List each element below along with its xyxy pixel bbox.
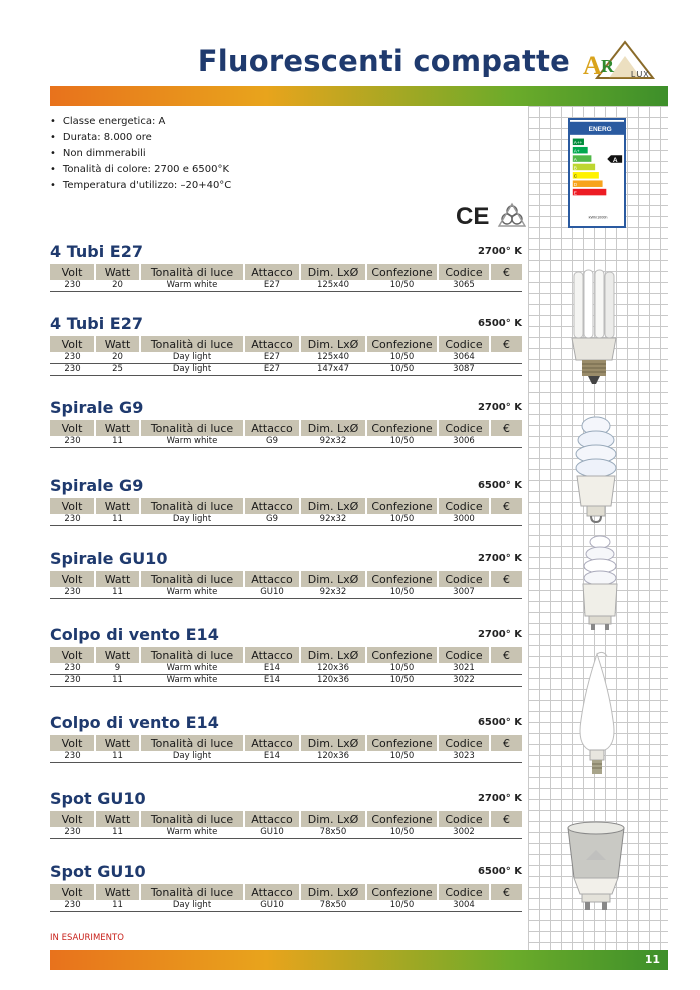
- product-table: [50, 498, 522, 526]
- product-table: [50, 336, 522, 376]
- column-header: Attacco: [244, 884, 300, 900]
- bottom-color-bar: [50, 950, 668, 970]
- column-header: Watt: [95, 336, 140, 352]
- table-cell: 120x36: [300, 675, 366, 687]
- table-header-row: [50, 571, 522, 587]
- section-title: Colpo di vento E14: [50, 713, 219, 732]
- table-row: [50, 751, 522, 763]
- column-header: €: [490, 884, 522, 900]
- table-cell: 20: [95, 352, 140, 364]
- table-cell: 10/50: [366, 436, 438, 448]
- feature-item: • Tonalità di colore: 2700 e 6500°K: [50, 162, 231, 178]
- column-header: Volt: [50, 647, 95, 663]
- column-header: €: [490, 420, 522, 436]
- table-header-row: [50, 735, 522, 751]
- table-cell: 92x32: [300, 514, 366, 526]
- feature-item: • Classe energetica: A: [50, 114, 231, 130]
- candle-bulb-image: [573, 650, 621, 780]
- column-header: Volt: [50, 884, 95, 900]
- table-cell: 10/50: [366, 587, 438, 599]
- column-header: €: [490, 647, 522, 663]
- table-cell: GU10: [244, 900, 300, 912]
- product-section: [50, 314, 522, 376]
- table-header-row: [50, 884, 522, 900]
- section-title: Spot GU10: [50, 862, 146, 881]
- table-cell: 125x40: [300, 280, 366, 292]
- svg-text:A+: A+: [573, 148, 580, 154]
- section-title: Spirale G9: [50, 398, 144, 417]
- section-title: Spirale G9: [50, 476, 144, 495]
- column-header: Dim. LxØ: [300, 498, 366, 514]
- column-header: Confezione: [366, 647, 438, 663]
- table-cell: Day light: [140, 900, 244, 912]
- table-cell: 25: [95, 364, 140, 376]
- table-cell: Warm white: [140, 675, 244, 687]
- table-cell: Warm white: [140, 663, 244, 675]
- column-header: Volt: [50, 264, 95, 280]
- svg-text:C: C: [573, 173, 578, 179]
- table-header-row: [50, 420, 522, 436]
- column-header: Confezione: [366, 884, 438, 900]
- section-title: Spirale GU10: [50, 549, 168, 568]
- column-header: €: [490, 264, 522, 280]
- svg-text:D: D: [573, 182, 578, 188]
- table-cell: 10/50: [366, 352, 438, 364]
- column-header: Tonalità di luce: [140, 420, 244, 436]
- column-header: Volt: [50, 811, 95, 827]
- column-header: Tonalità di luce: [140, 336, 244, 352]
- color-temperature: 6500° K: [477, 866, 522, 877]
- table-cell: [490, 675, 522, 687]
- column-header: Codice: [438, 336, 490, 352]
- column-header: €: [490, 336, 522, 352]
- table-row: [50, 352, 522, 364]
- table-row: [50, 436, 522, 448]
- table-cell: 230: [50, 352, 95, 364]
- column-header: Confezione: [366, 498, 438, 514]
- table-cell: 10/50: [366, 364, 438, 376]
- column-header: Dim. LxØ: [300, 811, 366, 827]
- table-cell: [490, 514, 522, 526]
- feature-item: • Non dimmerabili: [50, 146, 231, 162]
- table-cell: Day light: [140, 751, 244, 763]
- column-header: Watt: [95, 884, 140, 900]
- column-header: Dim. LxØ: [300, 420, 366, 436]
- spiral-gu10-bulb-image: [577, 532, 623, 632]
- column-header: Attacco: [244, 811, 300, 827]
- table-cell: 11: [95, 587, 140, 599]
- table-cell: [490, 900, 522, 912]
- table-cell: E14: [244, 675, 300, 687]
- product-table: [50, 811, 522, 839]
- table-cell: 10/50: [366, 514, 438, 526]
- column-header: Dim. LxØ: [300, 571, 366, 587]
- table-cell: 230: [50, 280, 95, 292]
- column-header: Dim. LxØ: [300, 884, 366, 900]
- table-cell: 147x47: [300, 364, 366, 376]
- color-temperature: 6500° K: [477, 480, 522, 491]
- product-section: [50, 242, 522, 292]
- table-cell: 3064: [438, 352, 490, 364]
- table-cell: [490, 587, 522, 599]
- table-cell: 11: [95, 675, 140, 687]
- column-header: Codice: [438, 811, 490, 827]
- table-cell: Warm white: [140, 587, 244, 599]
- product-section: [50, 625, 522, 687]
- table-cell: 125x40: [300, 352, 366, 364]
- column-header: €: [490, 498, 522, 514]
- column-header: Confezione: [366, 735, 438, 751]
- table-cell: E27: [244, 364, 300, 376]
- column-header: Confezione: [366, 420, 438, 436]
- table-header-row: [50, 336, 522, 352]
- table-cell: [490, 827, 522, 839]
- column-header: Codice: [438, 647, 490, 663]
- table-cell: E14: [244, 751, 300, 763]
- column-header: Volt: [50, 735, 95, 751]
- table-cell: 20: [95, 280, 140, 292]
- table-cell: 10/50: [366, 751, 438, 763]
- column-header: Watt: [95, 735, 140, 751]
- discontinued-note: IN ESAURIMENTO: [50, 933, 124, 943]
- column-header: Confezione: [366, 264, 438, 280]
- column-header: Attacco: [244, 571, 300, 587]
- table-cell: 10/50: [366, 663, 438, 675]
- column-header: Codice: [438, 884, 490, 900]
- table-row: [50, 675, 522, 687]
- product-section: [50, 476, 522, 526]
- column-header: Attacco: [244, 336, 300, 352]
- column-header: Watt: [95, 264, 140, 280]
- table-cell: [490, 364, 522, 376]
- table-cell: 3004: [438, 900, 490, 912]
- table-cell: G9: [244, 436, 300, 448]
- column-header: Tonalità di luce: [140, 498, 244, 514]
- column-header: Dim. LxØ: [300, 647, 366, 663]
- column-header: Tonalità di luce: [140, 884, 244, 900]
- table-cell: 3065: [438, 280, 490, 292]
- table-cell: 120x36: [300, 751, 366, 763]
- table-cell: [490, 352, 522, 364]
- table-row: [50, 364, 522, 376]
- product-table: [50, 735, 522, 763]
- column-header: Tonalità di luce: [140, 735, 244, 751]
- product-section: [50, 398, 522, 448]
- svg-text:E: E: [573, 190, 577, 196]
- table-row: [50, 280, 522, 292]
- company-logo: [579, 38, 669, 80]
- column-header: Codice: [438, 498, 490, 514]
- table-cell: E27: [244, 352, 300, 364]
- column-header: Tonalità di luce: [140, 571, 244, 587]
- table-cell: G9: [244, 514, 300, 526]
- color-temperature: 2700° K: [477, 402, 522, 413]
- svg-text:A: A: [583, 51, 602, 80]
- table-cell: 230: [50, 663, 95, 675]
- table-cell: 92x32: [300, 587, 366, 599]
- svg-text:R: R: [601, 56, 614, 76]
- table-row: [50, 827, 522, 839]
- table-cell: 78x50: [300, 827, 366, 839]
- product-table: [50, 420, 522, 448]
- column-header: Volt: [50, 420, 95, 436]
- table-cell: 3022: [438, 675, 490, 687]
- product-section: [50, 713, 522, 763]
- table-cell: Warm white: [140, 827, 244, 839]
- column-header: Tonalità di luce: [140, 647, 244, 663]
- column-header: Tonalità di luce: [140, 264, 244, 280]
- table-cell: 230: [50, 364, 95, 376]
- table-cell: [490, 663, 522, 675]
- table-cell: 120x36: [300, 663, 366, 675]
- section-title: Spot GU10: [50, 789, 146, 808]
- svg-text:kWh/1000h: kWh/1000h: [588, 215, 608, 220]
- table-cell: 230: [50, 436, 95, 448]
- column-header: Watt: [95, 571, 140, 587]
- column-header: Tonalità di luce: [140, 811, 244, 827]
- spot-gu10-bulb-image: [564, 820, 628, 916]
- svg-text:A: A: [573, 156, 577, 162]
- column-header: Volt: [50, 336, 95, 352]
- column-header: Dim. LxØ: [300, 735, 366, 751]
- column-header: Attacco: [244, 735, 300, 751]
- column-header: Confezione: [366, 336, 438, 352]
- column-header: Watt: [95, 498, 140, 514]
- top-color-bar: [50, 86, 668, 106]
- column-header: Watt: [95, 420, 140, 436]
- column-header: Codice: [438, 420, 490, 436]
- table-cell: 10/50: [366, 900, 438, 912]
- table-cell: 3021: [438, 663, 490, 675]
- svg-text:CE: CE: [456, 203, 490, 228]
- table-cell: 3000: [438, 514, 490, 526]
- table-cell: 11: [95, 827, 140, 839]
- feature-item: • Durata: 8.000 ore: [50, 130, 231, 146]
- column-header: Confezione: [366, 811, 438, 827]
- table-header-row: [50, 264, 522, 280]
- color-temperature: 2700° K: [477, 246, 522, 257]
- svg-text:A: A: [612, 156, 618, 164]
- product-table: [50, 571, 522, 599]
- color-temperature: 6500° K: [477, 717, 522, 728]
- column-header: Attacco: [244, 498, 300, 514]
- section-title: 4 Tubi E27: [50, 242, 143, 261]
- table-cell: 3006: [438, 436, 490, 448]
- column-header: Confezione: [366, 571, 438, 587]
- column-header: Attacco: [244, 420, 300, 436]
- section-title: Colpo di vento E14: [50, 625, 219, 644]
- column-header: Watt: [95, 811, 140, 827]
- energy-label-icon: [568, 118, 626, 228]
- column-header: €: [490, 735, 522, 751]
- column-header: Watt: [95, 647, 140, 663]
- color-temperature: 2700° K: [477, 553, 522, 564]
- feature-item: • Temperatura d'utilizzo: –20+40°C: [50, 178, 231, 194]
- table-cell: 230: [50, 675, 95, 687]
- table-cell: [490, 436, 522, 448]
- svg-text:ENERG: ENERG: [588, 126, 612, 134]
- page-title: Fluorescenti compatte: [197, 44, 570, 78]
- table-cell: Day light: [140, 352, 244, 364]
- table-cell: Warm white: [140, 280, 244, 292]
- spiral-g9-bulb-image: [569, 412, 623, 524]
- table-header-row: [50, 647, 522, 663]
- svg-text:LUX: LUX: [631, 70, 650, 79]
- table-cell: E14: [244, 663, 300, 675]
- color-temperature: 2700° K: [477, 793, 522, 804]
- table-row: [50, 900, 522, 912]
- table-cell: Day light: [140, 364, 244, 376]
- table-cell: E27: [244, 280, 300, 292]
- table-cell: 10/50: [366, 827, 438, 839]
- column-header: Dim. LxØ: [300, 336, 366, 352]
- column-header: €: [490, 571, 522, 587]
- table-cell: 3087: [438, 364, 490, 376]
- table-cell: 10/50: [366, 280, 438, 292]
- column-header: Codice: [438, 571, 490, 587]
- table-cell: [490, 751, 522, 763]
- table-cell: 11: [95, 900, 140, 912]
- table-cell: 10/50: [366, 675, 438, 687]
- table-header-row: [50, 498, 522, 514]
- column-header: Volt: [50, 571, 95, 587]
- column-header: Codice: [438, 264, 490, 280]
- table-cell: Day light: [140, 514, 244, 526]
- table-header-row: [50, 811, 522, 827]
- table-cell: Warm white: [140, 436, 244, 448]
- table-cell: 78x50: [300, 900, 366, 912]
- table-cell: 11: [95, 514, 140, 526]
- table-cell: 9: [95, 663, 140, 675]
- color-temperature: 6500° K: [477, 318, 522, 329]
- table-cell: 230: [50, 751, 95, 763]
- table-cell: 3023: [438, 751, 490, 763]
- table-row: [50, 514, 522, 526]
- feature-list: [50, 114, 231, 194]
- svg-text:A++: A++: [573, 140, 583, 146]
- product-section: [50, 549, 522, 599]
- table-cell: GU10: [244, 587, 300, 599]
- ce-certification-icon: [456, 202, 526, 228]
- table-cell: 230: [50, 900, 95, 912]
- svg-text:B: B: [573, 165, 577, 171]
- product-section: [50, 789, 522, 839]
- column-header: Dim. LxØ: [300, 264, 366, 280]
- column-header: Volt: [50, 498, 95, 514]
- table-cell: 230: [50, 587, 95, 599]
- table-cell: GU10: [244, 827, 300, 839]
- table-row: [50, 663, 522, 675]
- table-row: [50, 587, 522, 599]
- page-number: 11: [644, 953, 660, 966]
- table-cell: 230: [50, 514, 95, 526]
- imq-mark-icon: [499, 204, 525, 226]
- column-header: Codice: [438, 735, 490, 751]
- table-cell: 230: [50, 827, 95, 839]
- column-header: €: [490, 811, 522, 827]
- product-section: [50, 862, 522, 912]
- color-temperature: 2700° K: [477, 629, 522, 640]
- column-header: Attacco: [244, 264, 300, 280]
- section-title: 4 Tubi E27: [50, 314, 143, 333]
- column-header: Attacco: [244, 647, 300, 663]
- product-table: [50, 647, 522, 687]
- table-cell: 11: [95, 751, 140, 763]
- four-tube-bulb-image: [568, 268, 620, 388]
- table-cell: 92x32: [300, 436, 366, 448]
- product-table: [50, 884, 522, 912]
- table-cell: 11: [95, 436, 140, 448]
- table-cell: 3007: [438, 587, 490, 599]
- table-cell: [490, 280, 522, 292]
- product-table: [50, 264, 522, 292]
- table-cell: 3002: [438, 827, 490, 839]
